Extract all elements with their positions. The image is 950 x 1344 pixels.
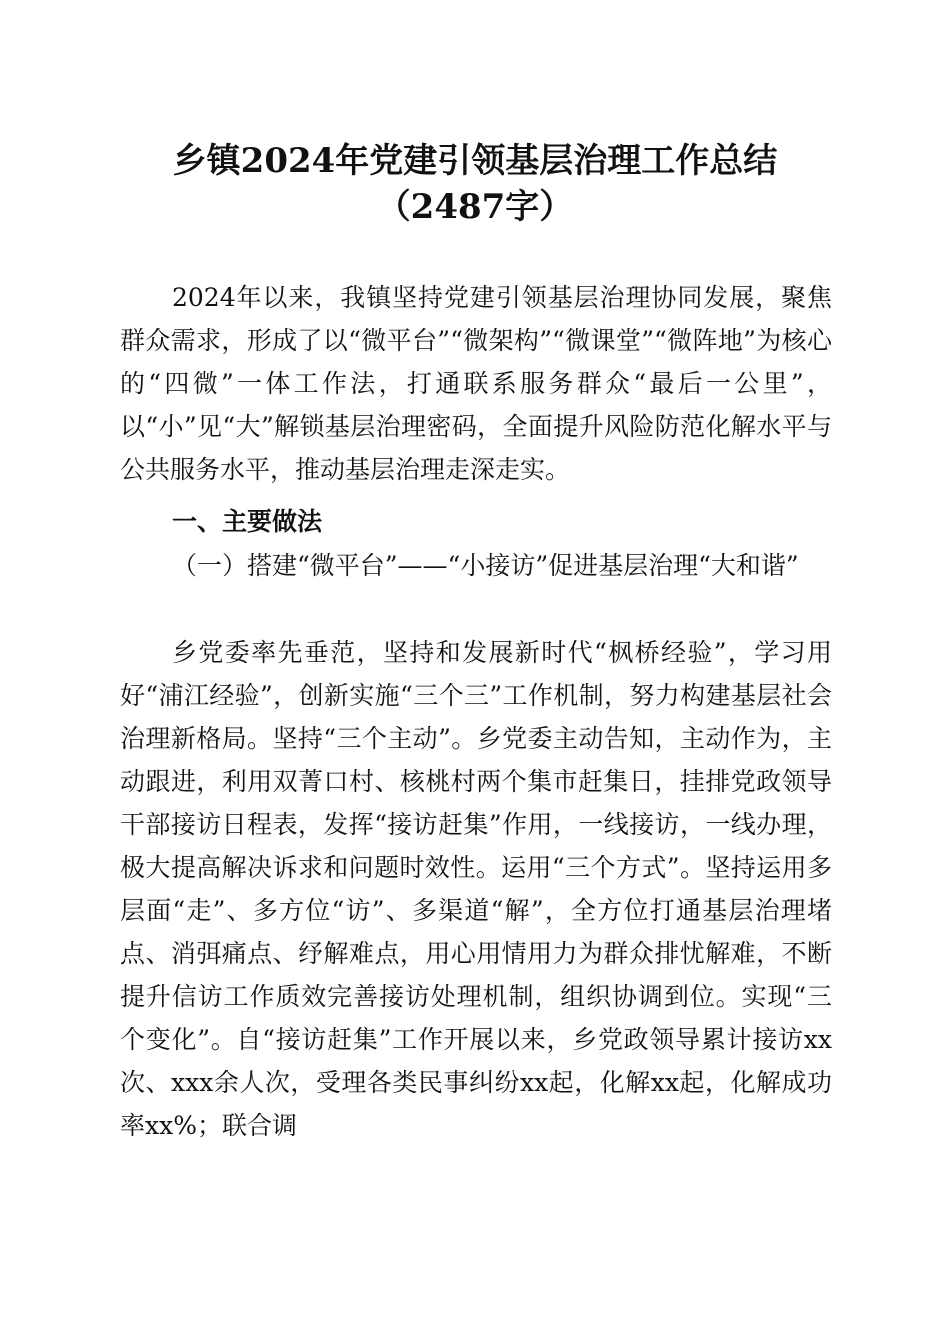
- title-line-main: 乡镇2024年党建引领基层治理工作总结: [172, 141, 778, 181]
- document-title: [100, 138, 850, 230]
- body-paragraph-micro-platform: 乡党委率先垂范，坚持和发展新时代“枫桥经验”，学习用好“浦江经验”，创新实施“三个三”工作机制，努力构建基层社会治理新格局。坚持“三个主动”。乡党委主动告知，主动作为，主动跟进，利用双菁口村、核桃村两个集市赶集日，挂排党政领导干部接访日程表，发挥“接访赶集”作用，一线接访，一线办理，极大提高解决诉求和问题时效性。运用“三个方式”。坚持运用多层面“走”、多方位“访”、多渠道“解”，全方位打通基层治理堵点、消弭痛点、纾解难点，用心用情用力为群众排忧解难，不断提升信访工作质效完善接访处理机制，组织协调到位。实现“三个变化”。自“接访赶集”工作开展以来，乡党政领导累计接访xx次、xxx余人次，受理各类民事纠纷xx起，化解xx起，化解成功率xx%；联合调: [120, 638, 832, 1140]
- intro-paragraph: 2024年以来，我镇坚持党建引领基层治理协同发展，聚焦群众需求，形成了以“微平台”“微架构”“微课堂”“微阵地”为核心的“四微”一体工作法，打通联系服务群众“最后一公里”，以“小”见“大”解锁基层治理密码，全面提升风险防范化解水平与公共服务水平，推动基层治理走深走实。: [120, 283, 832, 484]
- subsection-heading-micro-platform: （一）搭建“微平台”——“小接访”促进基层治理“大和谐”: [172, 551, 799, 580]
- title-line-wordcount: （2487字）: [376, 187, 574, 227]
- section-heading-main-practices: 一、主要做法: [172, 507, 323, 536]
